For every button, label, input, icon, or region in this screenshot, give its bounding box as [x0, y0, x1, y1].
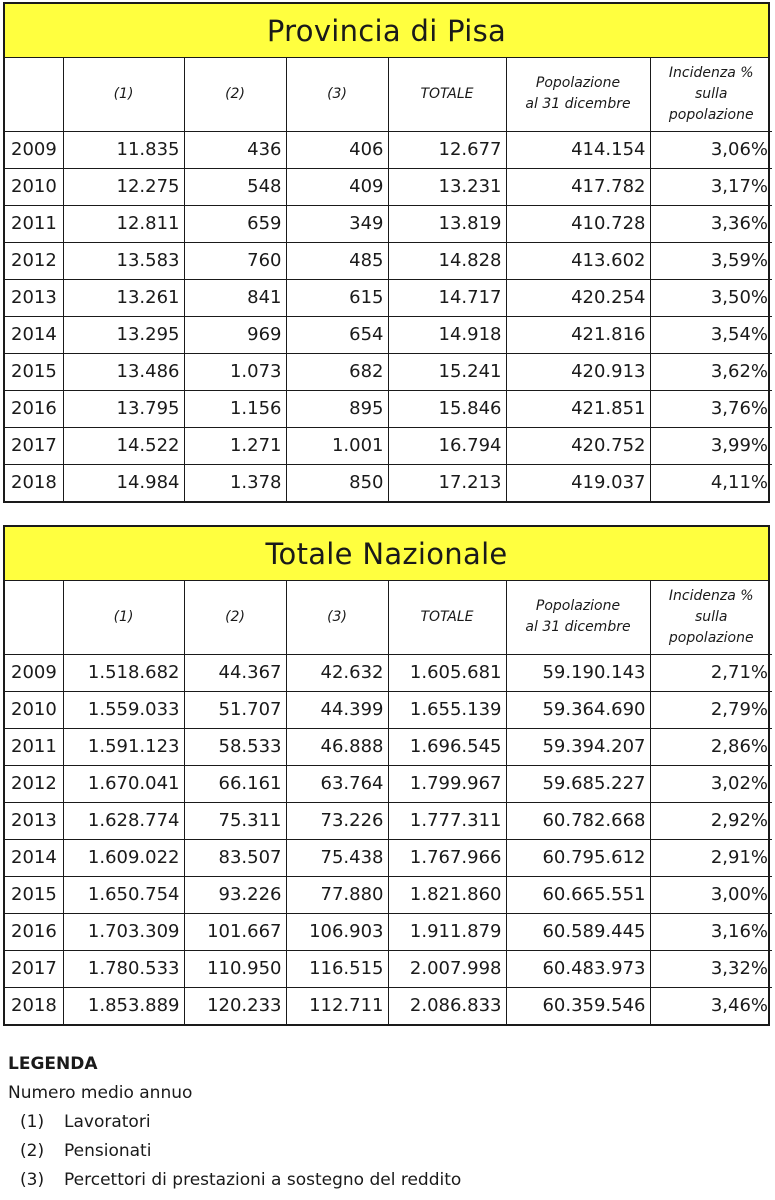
value-cell: 760	[184, 242, 286, 279]
value-cell: 417.782	[506, 168, 650, 205]
year-cell: 2012	[5, 765, 63, 802]
year-cell: 2018	[5, 464, 63, 501]
value-cell: 419.037	[506, 464, 650, 501]
value-cell: 1.591.123	[63, 728, 184, 765]
value-cell: 75.311	[184, 802, 286, 839]
value-cell: 406	[286, 131, 388, 168]
value-cell: 110.950	[184, 950, 286, 987]
year-cell: 2011	[5, 728, 63, 765]
value-cell: 13.295	[63, 316, 184, 353]
year-cell: 2016	[5, 390, 63, 427]
legend-key: (3)	[20, 1170, 45, 1190]
legend-subtitle: Numero medio annuo	[8, 1083, 193, 1103]
column-header	[5, 58, 63, 131]
value-cell: 13.819	[388, 205, 506, 242]
header-row	[5, 581, 772, 654]
value-cell: 3,50%	[650, 279, 772, 316]
year-cell: 2017	[5, 950, 63, 987]
column-header: Incidenza % sulla popolazione	[650, 58, 772, 131]
value-cell: 1.696.545	[388, 728, 506, 765]
value-cell: 59.364.690	[506, 691, 650, 728]
value-cell: 3,17%	[650, 168, 772, 205]
legend-item	[8, 1166, 461, 1195]
column-header: TOTALE	[388, 58, 506, 131]
table-row	[5, 205, 772, 242]
value-cell: 12.677	[388, 131, 506, 168]
value-cell: 2,91%	[650, 839, 772, 876]
value-cell: 60.782.668	[506, 802, 650, 839]
column-header: (1)	[63, 581, 184, 654]
value-cell: 3,36%	[650, 205, 772, 242]
table-row	[5, 654, 772, 691]
legend-label: Percettori di prestazioni a sostegno del reddito	[64, 1170, 462, 1190]
value-cell: 16.794	[388, 427, 506, 464]
table-provincia-pisa	[3, 2, 770, 503]
value-cell: 1.001	[286, 427, 388, 464]
legend-title: LEGENDA	[8, 1054, 98, 1074]
value-cell: 101.667	[184, 913, 286, 950]
value-cell: 659	[184, 205, 286, 242]
value-cell: 349	[286, 205, 388, 242]
table-title: Provincia di Pisa	[5, 4, 768, 58]
legend-key: (1)	[20, 1112, 45, 1132]
value-cell: 1.670.041	[63, 765, 184, 802]
value-cell: 421.816	[506, 316, 650, 353]
year-cell: 2014	[5, 839, 63, 876]
value-cell: 12.811	[63, 205, 184, 242]
table-row	[5, 131, 772, 168]
value-cell: 2.086.833	[388, 987, 506, 1024]
legend-item	[8, 1108, 461, 1137]
column-header: Incidenza % sulla popolazione	[650, 581, 772, 654]
value-cell: 93.226	[184, 876, 286, 913]
value-cell: 13.795	[63, 390, 184, 427]
value-cell: 2,79%	[650, 691, 772, 728]
year-cell: 2011	[5, 205, 63, 242]
value-cell: 420.254	[506, 279, 650, 316]
value-cell: 3,62%	[650, 353, 772, 390]
table-row	[5, 876, 772, 913]
value-cell: 1.559.033	[63, 691, 184, 728]
column-header: Popolazione al 31 dicembre	[506, 581, 650, 654]
legend-item	[8, 1137, 461, 1166]
value-cell: 615	[286, 279, 388, 316]
table-row	[5, 987, 772, 1024]
column-header	[5, 581, 63, 654]
value-cell: 1.609.022	[63, 839, 184, 876]
year-cell: 2016	[5, 913, 63, 950]
value-cell: 1.378	[184, 464, 286, 501]
column-header: (3)	[286, 58, 388, 131]
value-cell: 15.846	[388, 390, 506, 427]
table-row	[5, 390, 772, 427]
value-cell: 14.918	[388, 316, 506, 353]
year-cell: 2009	[5, 131, 63, 168]
year-cell: 2010	[5, 691, 63, 728]
value-cell: 14.522	[63, 427, 184, 464]
value-cell: 120.233	[184, 987, 286, 1024]
year-cell: 2018	[5, 987, 63, 1024]
value-cell: 14.828	[388, 242, 506, 279]
value-cell: 14.717	[388, 279, 506, 316]
value-cell: 1.780.533	[63, 950, 184, 987]
column-header: Popolazione al 31 dicembre	[506, 58, 650, 131]
value-cell: 410.728	[506, 205, 650, 242]
value-cell: 13.261	[63, 279, 184, 316]
year-cell: 2017	[5, 427, 63, 464]
value-cell: 1.911.879	[388, 913, 506, 950]
table-row	[5, 316, 772, 353]
value-cell: 17.213	[388, 464, 506, 501]
value-cell: 42.632	[286, 654, 388, 691]
legend-label: Pensionati	[64, 1141, 152, 1161]
value-cell: 3,06%	[650, 131, 772, 168]
value-cell: 1.650.754	[63, 876, 184, 913]
value-cell: 2,92%	[650, 802, 772, 839]
value-cell: 2.007.998	[388, 950, 506, 987]
year-cell: 2015	[5, 876, 63, 913]
value-cell: 1.777.311	[388, 802, 506, 839]
value-cell: 51.707	[184, 691, 286, 728]
value-cell: 1.271	[184, 427, 286, 464]
value-cell: 75.438	[286, 839, 388, 876]
value-cell: 3,54%	[650, 316, 772, 353]
table-row	[5, 464, 772, 501]
value-cell: 654	[286, 316, 388, 353]
table-row	[5, 168, 772, 205]
column-header: (2)	[184, 581, 286, 654]
value-cell: 436	[184, 131, 286, 168]
value-cell: 60.359.546	[506, 987, 650, 1024]
value-cell: 850	[286, 464, 388, 501]
value-cell: 841	[184, 279, 286, 316]
data-table	[5, 58, 772, 501]
value-cell: 46.888	[286, 728, 388, 765]
value-cell: 409	[286, 168, 388, 205]
value-cell: 3,46%	[650, 987, 772, 1024]
value-cell: 106.903	[286, 913, 388, 950]
header-row	[5, 58, 772, 131]
value-cell: 3,99%	[650, 427, 772, 464]
value-cell: 83.507	[184, 839, 286, 876]
value-cell: 414.154	[506, 131, 650, 168]
value-cell: 895	[286, 390, 388, 427]
table-title: Totale Nazionale	[5, 527, 768, 581]
legend	[8, 1050, 461, 1195]
value-cell: 1.628.774	[63, 802, 184, 839]
value-cell: 969	[184, 316, 286, 353]
value-cell: 1.156	[184, 390, 286, 427]
value-cell: 1.821.860	[388, 876, 506, 913]
value-cell: 116.515	[286, 950, 388, 987]
value-cell: 60.483.973	[506, 950, 650, 987]
value-cell: 1.853.889	[63, 987, 184, 1024]
table-row	[5, 839, 772, 876]
year-cell: 2009	[5, 654, 63, 691]
value-cell: 3,02%	[650, 765, 772, 802]
table-row	[5, 242, 772, 279]
value-cell: 60.665.551	[506, 876, 650, 913]
value-cell: 3,59%	[650, 242, 772, 279]
table-row	[5, 765, 772, 802]
value-cell: 1.799.967	[388, 765, 506, 802]
value-cell: 3,16%	[650, 913, 772, 950]
table-row	[5, 950, 772, 987]
value-cell: 1.518.682	[63, 654, 184, 691]
table-row	[5, 728, 772, 765]
value-cell: 682	[286, 353, 388, 390]
value-cell: 59.394.207	[506, 728, 650, 765]
value-cell: 3,00%	[650, 876, 772, 913]
value-cell: 11.835	[63, 131, 184, 168]
value-cell: 60.589.445	[506, 913, 650, 950]
year-cell: 2014	[5, 316, 63, 353]
value-cell: 66.161	[184, 765, 286, 802]
value-cell: 60.795.612	[506, 839, 650, 876]
value-cell: 58.533	[184, 728, 286, 765]
value-cell: 15.241	[388, 353, 506, 390]
value-cell: 3,32%	[650, 950, 772, 987]
table-row	[5, 802, 772, 839]
value-cell: 112.711	[286, 987, 388, 1024]
value-cell: 3,76%	[650, 390, 772, 427]
value-cell: 4,11%	[650, 464, 772, 501]
value-cell: 420.913	[506, 353, 650, 390]
value-cell: 44.367	[184, 654, 286, 691]
value-cell: 1.703.309	[63, 913, 184, 950]
value-cell: 13.583	[63, 242, 184, 279]
table-row	[5, 913, 772, 950]
value-cell: 1.073	[184, 353, 286, 390]
table-row	[5, 691, 772, 728]
value-cell: 548	[184, 168, 286, 205]
value-cell: 2,86%	[650, 728, 772, 765]
legend-key: (2)	[20, 1141, 45, 1161]
table-totale-nazionale	[3, 525, 770, 1026]
table-row	[5, 279, 772, 316]
year-cell: 2015	[5, 353, 63, 390]
year-cell: 2010	[5, 168, 63, 205]
column-header: (3)	[286, 581, 388, 654]
value-cell: 59.190.143	[506, 654, 650, 691]
value-cell: 59.685.227	[506, 765, 650, 802]
value-cell: 1.767.966	[388, 839, 506, 876]
table-row	[5, 427, 772, 464]
value-cell: 44.399	[286, 691, 388, 728]
value-cell: 13.486	[63, 353, 184, 390]
table-row	[5, 353, 772, 390]
value-cell: 420.752	[506, 427, 650, 464]
value-cell: 13.231	[388, 168, 506, 205]
year-cell: 2012	[5, 242, 63, 279]
data-table	[5, 581, 772, 1024]
value-cell: 421.851	[506, 390, 650, 427]
year-cell: 2013	[5, 279, 63, 316]
column-header: (2)	[184, 58, 286, 131]
value-cell: 12.275	[63, 168, 184, 205]
value-cell: 2,71%	[650, 654, 772, 691]
value-cell: 413.602	[506, 242, 650, 279]
value-cell: 73.226	[286, 802, 388, 839]
column-header: (1)	[63, 58, 184, 131]
year-cell: 2013	[5, 802, 63, 839]
value-cell: 77.880	[286, 876, 388, 913]
value-cell: 14.984	[63, 464, 184, 501]
column-header: TOTALE	[388, 581, 506, 654]
legend-label: Lavoratori	[64, 1112, 151, 1132]
value-cell: 1.605.681	[388, 654, 506, 691]
value-cell: 63.764	[286, 765, 388, 802]
value-cell: 1.655.139	[388, 691, 506, 728]
value-cell: 485	[286, 242, 388, 279]
